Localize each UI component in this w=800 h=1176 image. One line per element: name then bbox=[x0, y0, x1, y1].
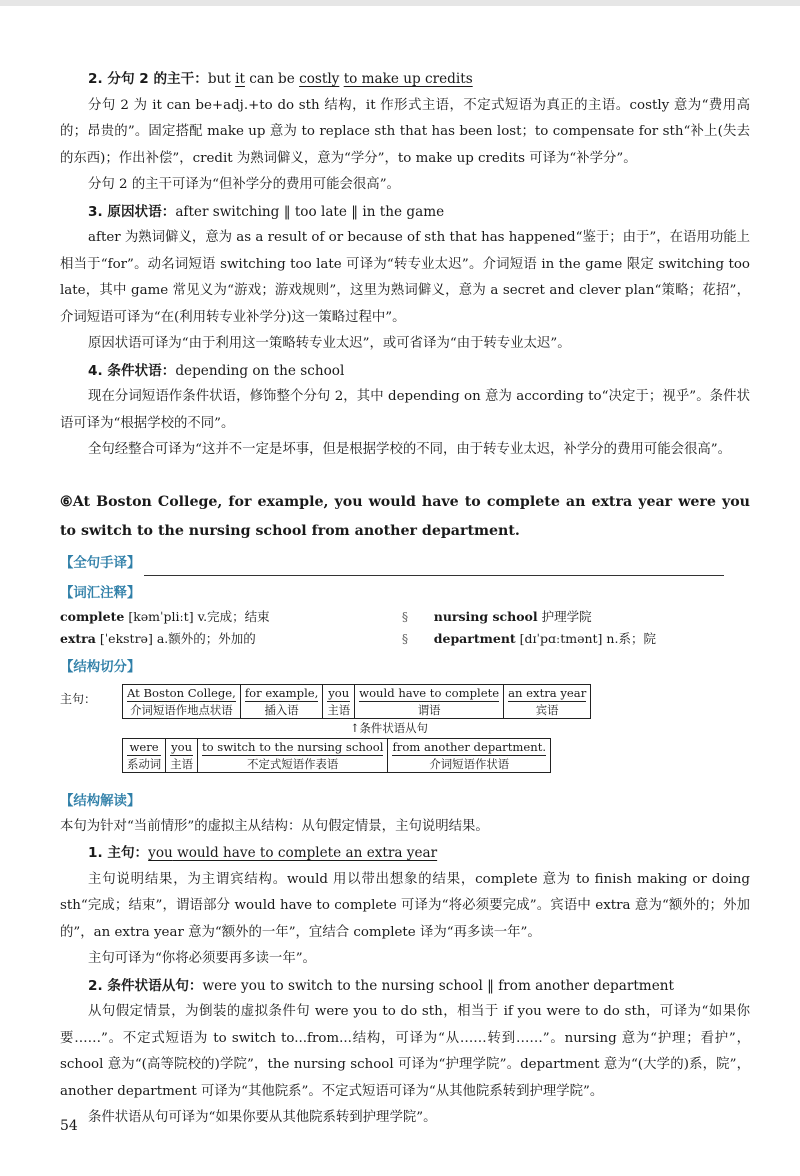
heading-text: but bbox=[207, 71, 236, 87]
heading-label: 3. 原因状语： bbox=[88, 203, 176, 220]
vocab-item bbox=[434, 606, 750, 628]
vocab-word: nursing school bbox=[433, 608, 538, 624]
heading-condition-clause bbox=[60, 973, 750, 1000]
underlined-you: you bbox=[148, 845, 173, 861]
vocab-def: a.额外的；外加的 bbox=[156, 630, 256, 646]
cell-text: from another department. bbox=[392, 739, 547, 754]
paragraph: 原因状语可译为“由于利用这一策略转专业太迟”，或可省译为“由于转专业太迟”。 bbox=[88, 336, 571, 351]
arrow-note: ↑条件状语从句 bbox=[350, 720, 428, 735]
cell-text: an extra year bbox=[508, 685, 587, 700]
cell-gloss: 不定式短语作表语 bbox=[247, 756, 339, 771]
main-clause-label: 主句： bbox=[60, 691, 97, 706]
vocab-def: 护理学院 bbox=[541, 608, 592, 624]
cell-gloss: 主语 bbox=[327, 702, 351, 717]
heading-main-clause bbox=[60, 840, 750, 867]
diagram-cell bbox=[123, 685, 241, 718]
heading-condition-adverbial bbox=[60, 358, 750, 385]
paragraph: 条件状语从句可译为“如果你要从其他院系转到护理学院”。 bbox=[88, 1110, 437, 1125]
cell-text: you bbox=[328, 685, 350, 700]
vocab-item bbox=[60, 628, 376, 650]
heading-text: were you to switch to the nursing school ‖ from another department bbox=[202, 977, 674, 994]
heading-label: 2. 分句 2 的主干： bbox=[88, 71, 208, 87]
translation-blank[interactable] bbox=[144, 561, 724, 576]
cell-gloss: 系动词 bbox=[127, 756, 162, 771]
vocab-word: extra bbox=[60, 630, 96, 646]
heading-label: 2. 条件状语从句： bbox=[88, 977, 203, 994]
sub-clause-row bbox=[122, 738, 551, 773]
vocab-label-row bbox=[60, 582, 750, 606]
vocab-pron: [ˈekstrə] bbox=[99, 630, 153, 646]
analysis-label-row bbox=[60, 790, 750, 814]
cell-gloss: 插入语 bbox=[264, 702, 299, 717]
underlined-costly: costly bbox=[299, 71, 340, 87]
diagram-cell bbox=[241, 685, 323, 718]
sentence-number: ⑥ bbox=[60, 493, 73, 510]
cell-text: At Boston College, bbox=[127, 685, 236, 700]
cell-text: were bbox=[127, 739, 161, 756]
vocab-item bbox=[434, 628, 750, 650]
page-content bbox=[60, 66, 750, 1132]
heading-text: after switching ‖ too late ‖ in the game bbox=[175, 203, 445, 220]
vocab-def: v.完成；结束 bbox=[197, 608, 270, 624]
diagram-cell bbox=[355, 685, 504, 718]
heading-clause2-main bbox=[60, 66, 750, 93]
heading-text: can be bbox=[244, 71, 300, 87]
structure-label: 【结构切分】 bbox=[60, 659, 141, 675]
cell-text: for example, bbox=[244, 685, 319, 700]
top-rule bbox=[0, 0, 800, 6]
analysis-intro: 本句为针对“当前情形”的虚拟主从结构：从句假定情景，主句说明结果。 bbox=[60, 818, 489, 834]
sentence-text: At Boston College, for example, you would have to complete an extra year were you to switch to the nursing school from another department. bbox=[60, 493, 750, 539]
paragraph: 主句可译为“你将必须要再多读一年”。 bbox=[88, 951, 316, 966]
vocab-label: 【词汇注释】 bbox=[60, 585, 141, 601]
paragraph: after 为熟词僻义，意为 as a result of or because of sth that has happened“鉴于；由于”，在语用功能上相当于“for”。动名词短语 switching too late 可译为“转专业太迟”。介词短语 in the game 限定 switching too late，其中 game 常见义为“游戏；游戏规则”，这里为熟词僻义，意为 a secret and clever plan“策略；花招”，介词短语可译为“在(利用转专业补学分)这一策略过程中”。 bbox=[60, 230, 750, 325]
diagram-cell bbox=[388, 739, 550, 772]
cell-text: you bbox=[171, 739, 193, 754]
cell-text: would have to complete bbox=[359, 685, 500, 700]
diagram-cell bbox=[198, 739, 389, 772]
cell-gloss: 宾语 bbox=[535, 702, 559, 717]
cell-text: to switch to the nursing school bbox=[201, 739, 384, 754]
page-number: 54 bbox=[60, 1118, 78, 1134]
cell-gloss: 主语 bbox=[170, 756, 193, 771]
diagram-cell bbox=[166, 739, 198, 772]
structure-diagram bbox=[60, 684, 750, 784]
cell-gloss: 介词短语作状语 bbox=[429, 756, 510, 771]
heading-label: 4. 条件状语： bbox=[88, 362, 176, 379]
paragraph: 主句说明结果，为主谓宾结构。would 用以带出想象的结果，complete 意为 to finish making or doing sth“完成；结束”，谓语部分 would have to complete 可译为“将必须要完成”。宾语中 extra 意为“额外的；外加的”，an extra year 意为“额外的一年”，宜结合 complete 译为“再多读一年”。 bbox=[60, 871, 750, 940]
paragraph: 分句 2 的主干可译为“但补学分的费用可能会很高”。 bbox=[88, 177, 400, 192]
heading-cause-adverbial bbox=[60, 199, 750, 226]
paragraph: 从句假定情景，为倒装的虚拟条件句 were you to do sth，相当于 if you were to do sth，可译为“如果你要……”。不定式短语为 to switch to...from...结构，可译为“从……转到……”。nursing 意为“护理；看护”，school 意为“(高等院校的)学院”，the nursing school 可译为“护理学院”。department 意为“(大学的)系，院”，another department 可译为“其他院系”。不定式短语可译为“从其他院系转到护理学院”。 bbox=[60, 1004, 750, 1099]
example-sentence bbox=[60, 488, 750, 546]
vocab-def: n.系；院 bbox=[606, 630, 656, 646]
vocab-separator: § bbox=[401, 608, 409, 624]
vocab-row bbox=[60, 606, 750, 628]
paragraph: 现在分词短语作条件状语，修饰整个分句 2，其中 depending on 意为 according to“决定于；视乎”。条件状语可译为“根据学校的不同”。 bbox=[60, 389, 750, 431]
underlined-object: an extra year bbox=[345, 845, 438, 861]
translation-label: 【全句手译】 bbox=[60, 555, 141, 571]
cell-gloss: 谓语 bbox=[417, 702, 441, 717]
underlined-verb: would have to complete bbox=[172, 845, 346, 861]
main-clause-row bbox=[122, 684, 591, 719]
diagram-cell bbox=[504, 685, 590, 718]
diagram-cell bbox=[323, 685, 355, 718]
translation-row bbox=[60, 552, 750, 576]
analysis-label: 【结构解读】 bbox=[60, 793, 141, 809]
heading-text: depending on the school bbox=[175, 362, 345, 379]
vocab-row bbox=[60, 628, 750, 650]
vocab-item bbox=[60, 606, 376, 628]
underlined-make-up: to make up credits bbox=[343, 71, 473, 87]
cell-gloss: 介词短语作地点状语 bbox=[130, 702, 233, 717]
vocab-separator: § bbox=[401, 630, 409, 646]
vocab-pron: [dɪˈpɑːtmənt] bbox=[519, 630, 603, 646]
paragraph: 全句经整合可译为“这并不一定是坏事，但是根据学校的不同，由于转专业太迟，补学分的费用可能会很高”。 bbox=[88, 442, 732, 457]
structure-label-row bbox=[60, 656, 750, 680]
vocab-word: complete bbox=[60, 608, 125, 624]
diagram-cell bbox=[123, 739, 166, 772]
paragraph: 分句 2 为 it can be+adj.+to do sth 结构，it 作形式主语，不定式短语为真正的主语。costly 意为“费用高的；昂贵的”。固定搭配 make up 意为 to replace sth that has been lost；to compensate for sth“补上(失去的东西)；作出补偿”，credit 为熟词僻义，意为“学分”，to make up credits 可译为“补学分”。 bbox=[60, 97, 750, 166]
vocab-word: department bbox=[433, 630, 516, 646]
vocab-pron: [kəmˈpliːt] bbox=[128, 608, 194, 624]
heading-label: 1. 主句： bbox=[88, 845, 149, 861]
underlined-it: it bbox=[235, 71, 245, 87]
